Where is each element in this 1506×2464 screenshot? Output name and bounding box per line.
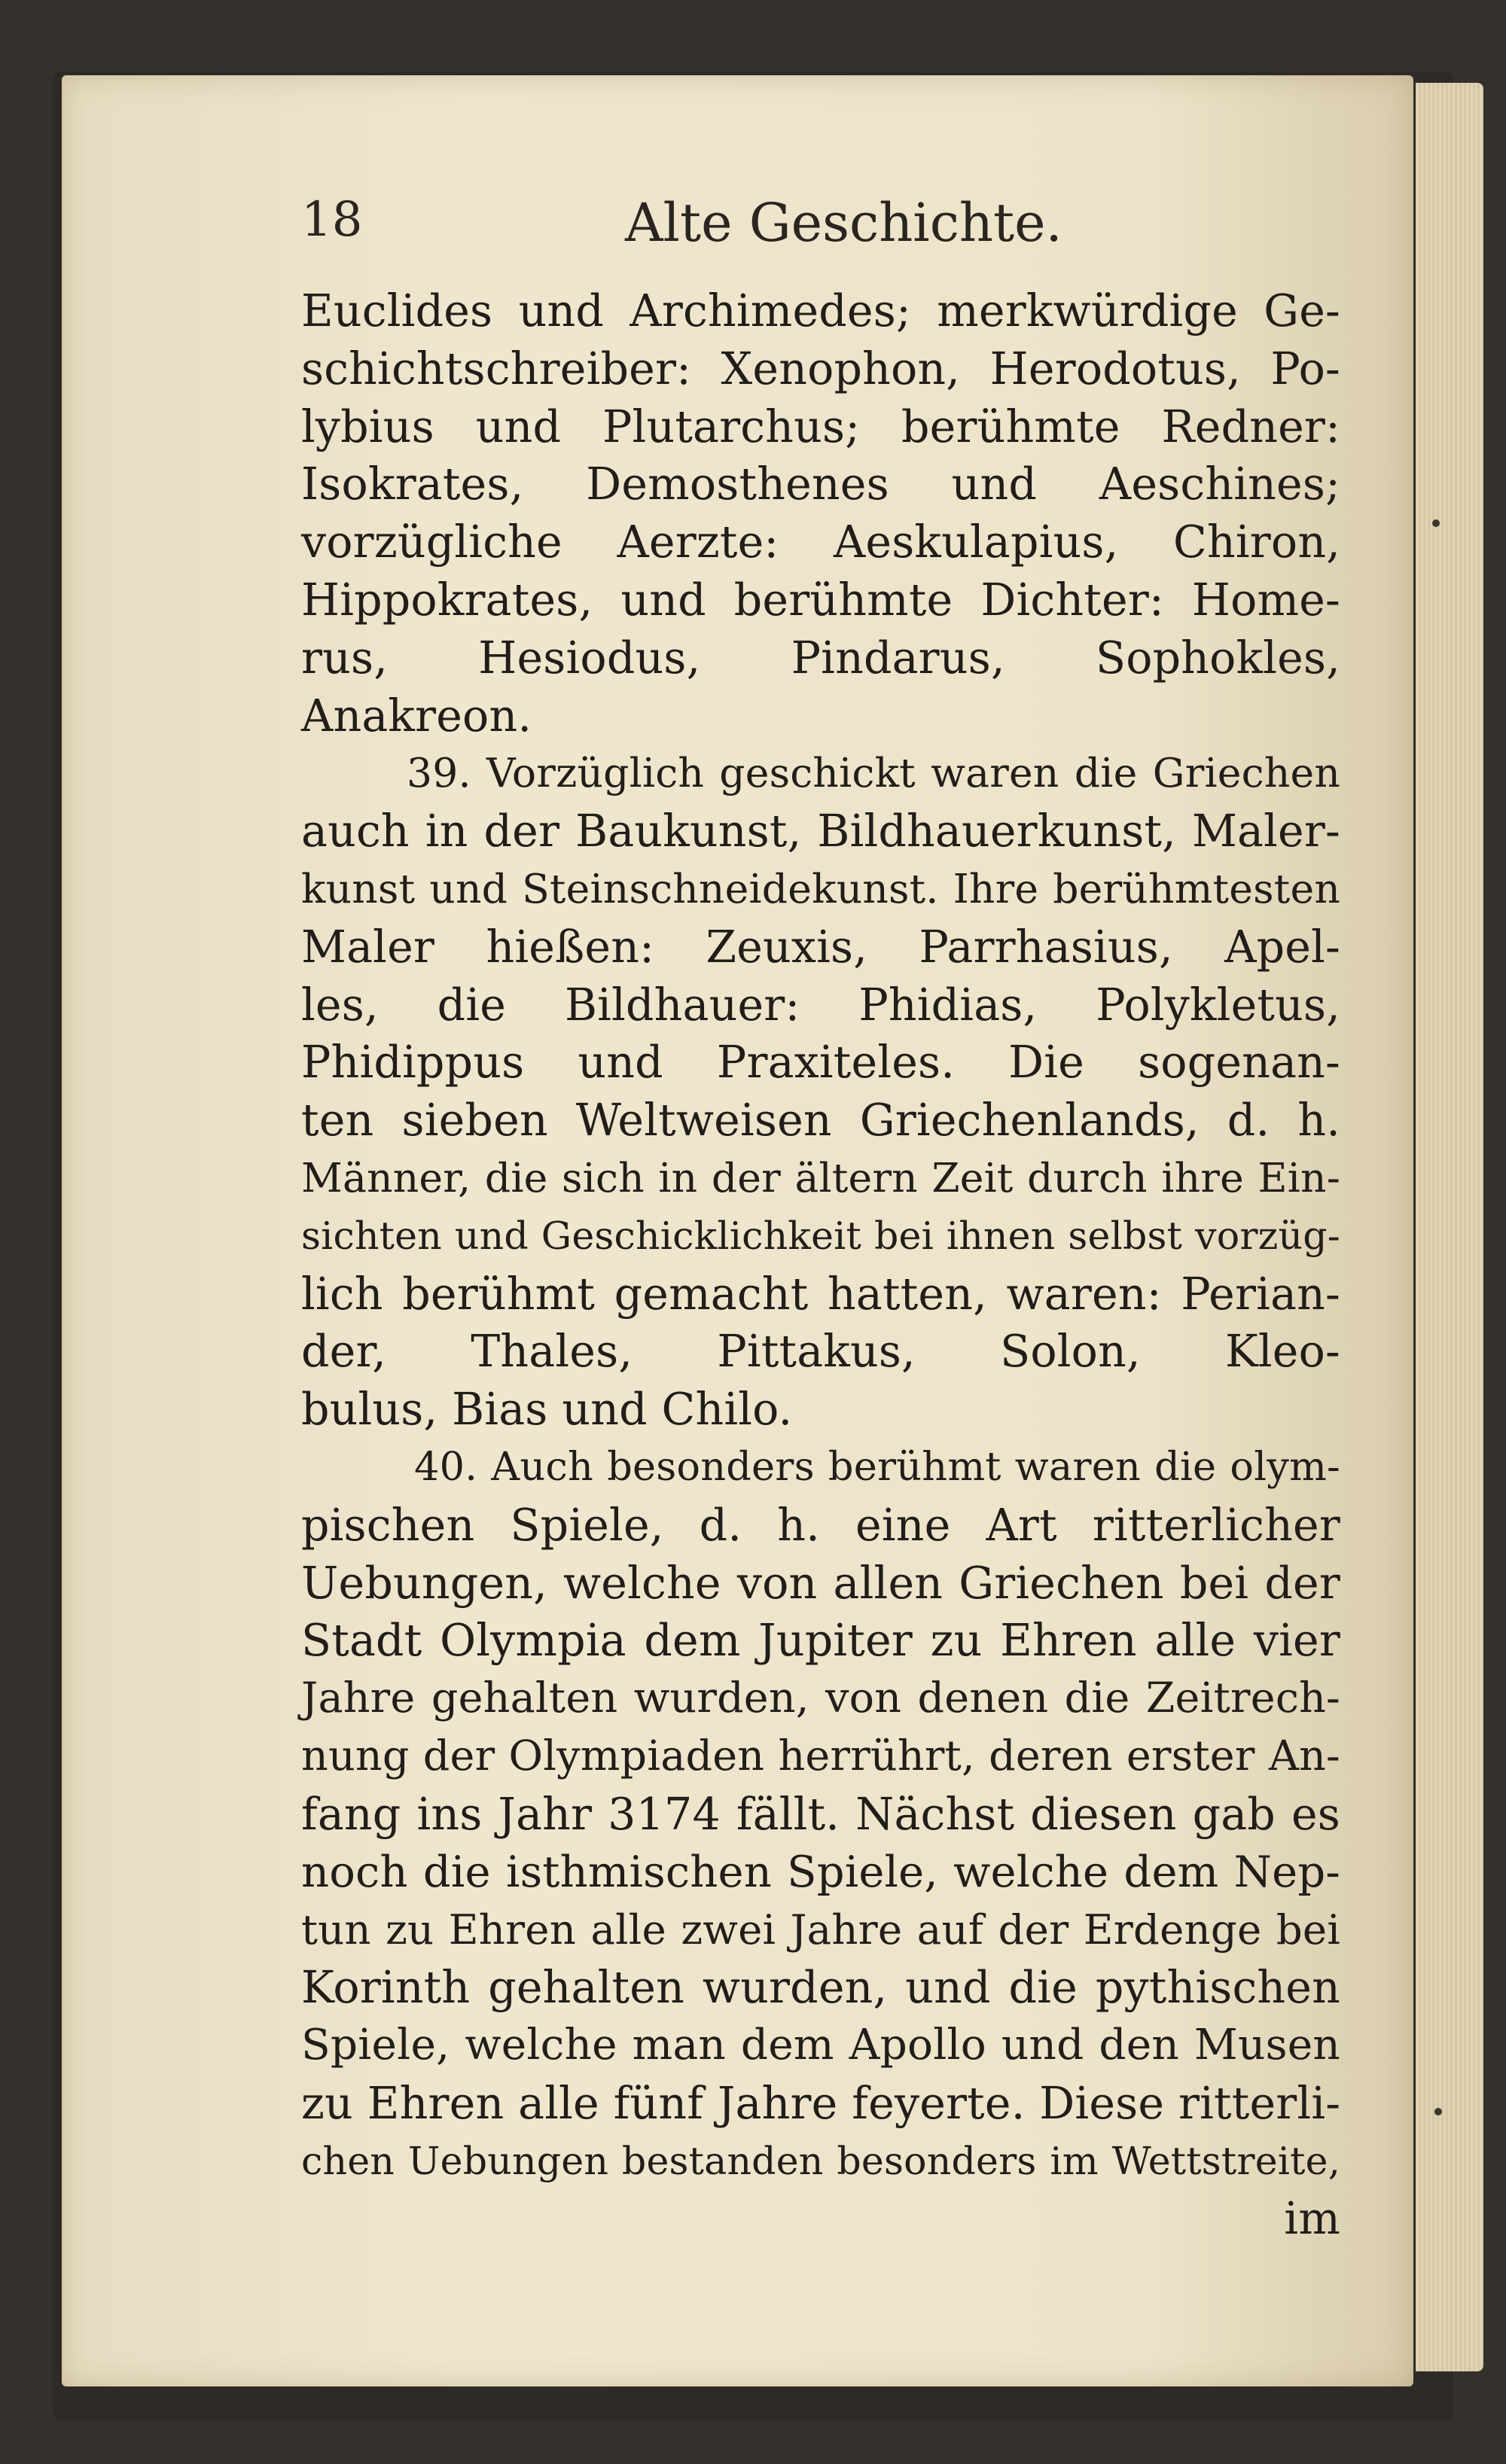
- margin-mark: [1432, 519, 1440, 527]
- text-line: ten sieben Weltweisen Griechenlands, d. h.: [301, 1095, 1340, 1147]
- page-header: [301, 192, 1401, 275]
- page-number: 18: [301, 192, 363, 248]
- text-line: bulus, Bias und Chilo.: [301, 1384, 793, 1436]
- running-title: Alte Geschichte.: [625, 192, 1062, 254]
- text-line: Korinth gehalten wurden, und die pythischen: [301, 1962, 1340, 2014]
- text-line: Euclides und Archimedes; merkwürdige Ge-: [301, 285, 1340, 337]
- text-line: chen Uebungen bestanden besonders im Wettstreite,: [301, 2138, 1340, 2183]
- text-line: 39. Vorzüglich geschickt waren die Griechen: [407, 749, 1340, 797]
- page-edges: [1416, 83, 1483, 2371]
- text-line: les, die Bildhauer: Phidias, Polykletus,: [301, 979, 1340, 1031]
- text-line: Männer, die sich in der ältern Zeit durch ihre Ein-: [301, 1153, 1340, 1202]
- text-line: vorzügliche Aerzte: Aeskulapius, Chiron,: [301, 516, 1340, 568]
- text-line: noch die isthmischen Spiele, welche dem Nep-: [301, 1846, 1340, 1897]
- text-line: schichtschreiber: Xenophon, Herodotus, Po-: [301, 343, 1340, 394]
- body-text: [301, 282, 1340, 2248]
- text-line: kunst und Steinschneidekunst. Ihre berühmtesten: [301, 864, 1340, 912]
- text-line: fang ins Jahr 3174 fällt. Nächst diesen gab es: [301, 1788, 1340, 1840]
- text-line: lich berühmt gemacht hatten, waren: Perian-: [301, 1268, 1340, 1320]
- text-line: Phidippus und Praxiteles. Die sogenan-: [301, 1037, 1340, 1089]
- text-line: pischen Spiele, d. h. eine Art ritterlicher: [301, 1499, 1340, 1551]
- text-line: Hippokrates, und berühmte Dichter: Home-: [301, 574, 1340, 626]
- text-line: auch in der Baukunst, Bildhauerkunst, Maler-: [301, 806, 1340, 857]
- text-line: 40. Auch besonders berühmt waren die olym-: [414, 1443, 1340, 1490]
- text-line: rus, Hesiodus, Pindarus, Sophokles,: [301, 632, 1340, 684]
- text-line: Spiele, welche man dem Apollo und den Musen: [301, 2020, 1340, 2070]
- margin-mark: [1434, 2108, 1442, 2115]
- text-line: Jahre gehalten wurden, von denen die Zeitrech-: [301, 1674, 1340, 1723]
- text-line: nung der Olympiaden herrührt, deren erster An-: [301, 1731, 1340, 1780]
- text-line: tun zu Ehren alle zwei Jahre auf der Erdenge bei: [301, 1905, 1340, 1954]
- text-line: Maler hießen: Zeuxis, Parrhasius, Apel-: [301, 921, 1340, 973]
- text-line: Stadt Olympia dem Jupiter zu Ehren alle vier: [301, 1615, 1340, 1667]
- text-line: sichten und Geschicklichkeit bei ihnen selbst vorzüg-: [301, 1213, 1340, 1258]
- text-line: Anakreon.: [301, 690, 532, 742]
- text-line: Uebungen, welche von allen Griechen bei der: [301, 1557, 1340, 1609]
- text-line: zu Ehren alle fünf Jahre feyerte. Diese ritterli-: [301, 2077, 1341, 2129]
- text-line: lybius und Plutarchus; berühmte Redner:: [301, 401, 1340, 452]
- text-line: Isokrates, Demosthenes und Aeschines;: [301, 458, 1340, 510]
- catchword: im: [1284, 2193, 1340, 2245]
- text-line: der, Thales, Pittakus, Solon, Kleo-: [301, 1326, 1340, 1378]
